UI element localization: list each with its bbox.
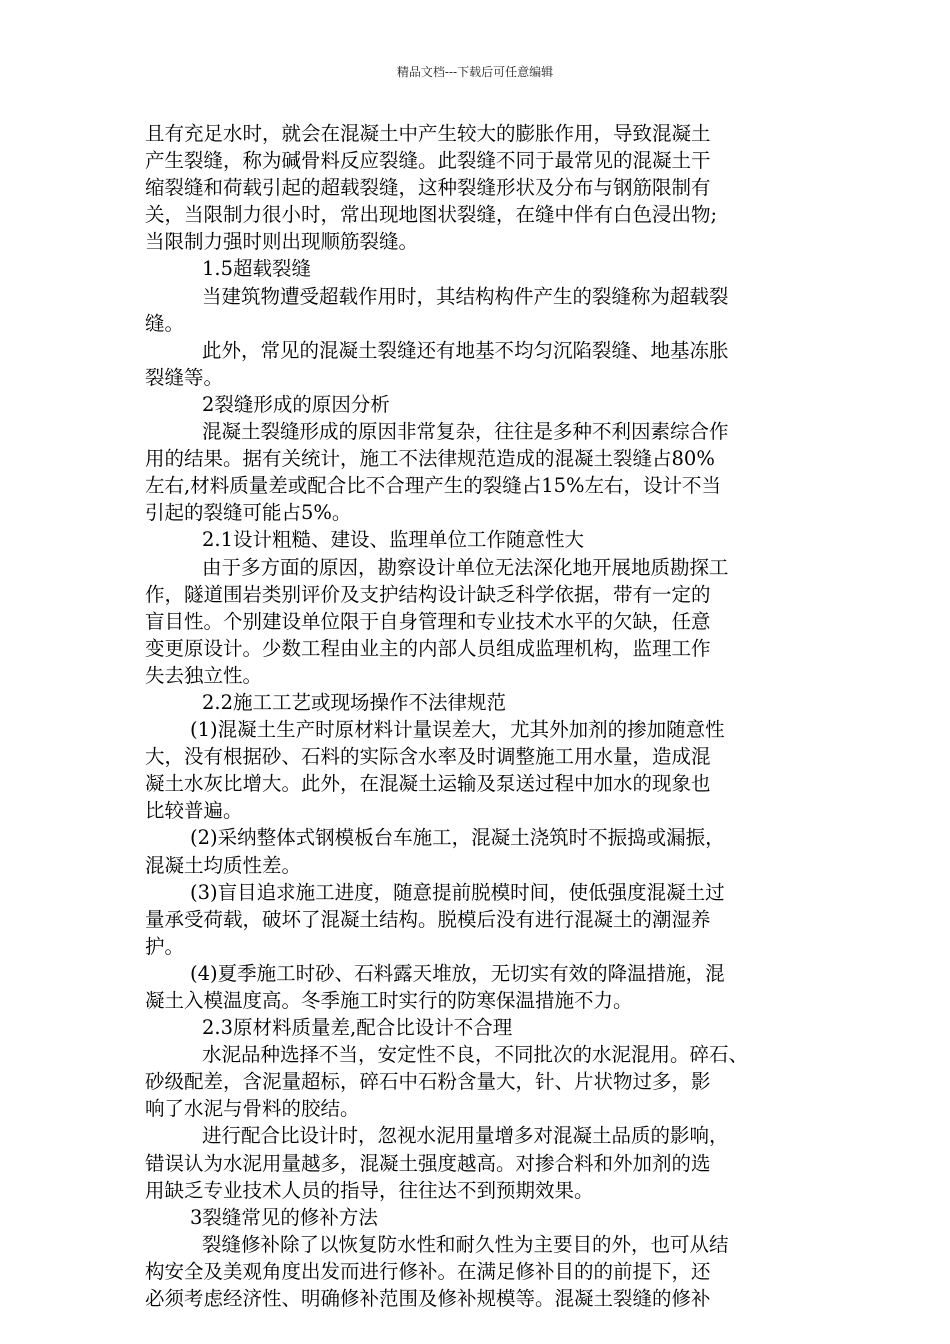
text-line: (1)混凝土生产时原材料计量误差大，尤其外加剂的掺加随意性 — [190, 718, 725, 742]
text-line: 变更原设计。少数工程由业主的内部人员组成监理机构，监理工作 — [145, 636, 711, 660]
text-line: 3裂缝常见的修补方法 — [190, 1205, 378, 1229]
text-line: 左右,材料质量差或配合比不合理产生的裂缝占15%左右，设计不当 — [145, 474, 722, 498]
text-line: (4)夏季施工时砂、石料露天堆放，无切实有效的降温措施，混 — [190, 961, 725, 985]
text-line: 大，没有根据砂、石料的实际含水率及时调整施工用水量，造成混 — [145, 745, 711, 769]
text-line: 且有充足水时，就会在混凝土中产生较大的膨胀作用，导致混凝土 — [145, 122, 711, 145]
text-line: 裂缝修补除了以恢复防水性和耐久性为主要目的外，也可从结 — [202, 1232, 729, 1256]
text-line: 产生裂缝，称为碱骨料反应裂缝。此裂缝不同于最常见的混凝土干 — [145, 149, 711, 173]
text-line: 凝土入模温度高。冬季施工时实行的防寒保温措施不力。 — [145, 989, 633, 1012]
text-line: 由于多方面的原因，勘察设计单位无法深化地开展地质勘探工 — [202, 555, 729, 579]
text-line: 进行配合比设计时，忽视水泥用量增多对混凝土品质的影响， — [202, 1124, 729, 1148]
text-line: 比较普遍。 — [145, 799, 243, 823]
text-line: 当限制力强时则出现顺筋裂缝。 — [145, 230, 419, 254]
text-line: 缩裂缝和荷载引起的超载裂缝，这种裂缝形状及分布与钢筋限制有 — [145, 176, 711, 200]
text-line: 1.5超载裂缝 — [202, 257, 312, 281]
text-line: (3)盲目追求施工进度，随意提前脱模时间，使低强度混凝土过 — [190, 880, 725, 904]
text-line: 用缺乏专业技术人员的指导，往往达不到预期效果。 — [145, 1178, 594, 1202]
text-line: 当建筑物遭受超载作用时，其结构构件产生的裂缝称为超载裂 — [202, 284, 729, 308]
text-line: 用的结果。据有关统计，施工不法律规范造成的混凝土裂缝占80% — [145, 447, 715, 471]
document-body — [145, 120, 813, 1312]
text-line: 2.2施工工艺或现场操作不法律规范 — [202, 690, 507, 714]
text-line: 错误认为水泥用量越多，混凝土强度越高。对掺合料和外加剂的选 — [145, 1151, 711, 1175]
text-line: 引起的裂缝可能占5%。 — [145, 501, 352, 525]
text-line: 作，隧道围岩类别评价及支护结构设计缺乏科学依据，带有一定的 — [145, 582, 711, 606]
text-line: 失去独立性。 — [145, 663, 263, 687]
text-line: 2裂缝形成的原因分析 — [202, 392, 390, 416]
text-line: 量承受荷载，破坏了混凝土结构。脱模后没有进行混凝土的潮湿养 — [145, 907, 711, 931]
text-line: 关，当限制力很小时，常出现地图状裂缝，在缝中伴有白色浸出物; — [145, 203, 718, 227]
text-line: 必须考虑经济性、明确修补范围及修补规模等。混凝土裂缝的修补 — [145, 1287, 711, 1311]
text-line: 响了水泥与骨料的胶结。 — [145, 1097, 360, 1121]
text-line: 混凝土均质性差。 — [145, 853, 302, 877]
text-line: 凝土水灰比增大。此外，在混凝土运输及泵送过程中加水的现象也 — [145, 772, 711, 796]
page-header: 精品文档---下载后可任意编辑 — [396, 65, 554, 79]
text-line: 构安全及美观角度出发而进行修补。在满足修补目的的前提下，还 — [145, 1259, 711, 1283]
text-line: 混凝土裂缝形成的原因非常复杂，往往是多种不利因素综合作 — [202, 420, 729, 444]
text-line: 水泥品种选择不当，安定性不良，不同批次的水泥混用。碎石、 — [202, 1043, 749, 1067]
text-line: 裂缝等。 — [145, 365, 224, 389]
text-line: 2.1设计粗糙、建设、监理单位工作随意性大 — [202, 528, 585, 552]
text-line: 缝。 — [145, 311, 185, 335]
text-line: 此外，常见的混凝土裂缝还有地基不均匀沉陷裂缝、地基冻胀 — [202, 338, 729, 362]
text-line: 2.3原材料质量差,配合比设计不合理 — [202, 1016, 513, 1040]
text-line: 砂级配差，含泥量超标，碎石中石粉含量大，针、片状物过多，影 — [145, 1070, 711, 1094]
text-line: 护。 — [145, 934, 185, 958]
text-line: 盲目性。个别建设单位限于自身管理和专业技术水平的欠缺，任意 — [145, 609, 711, 633]
text-line: (2)采纳整体式钢模板台车施工，混凝土浇筑时不振捣或漏振， — [190, 826, 725, 850]
